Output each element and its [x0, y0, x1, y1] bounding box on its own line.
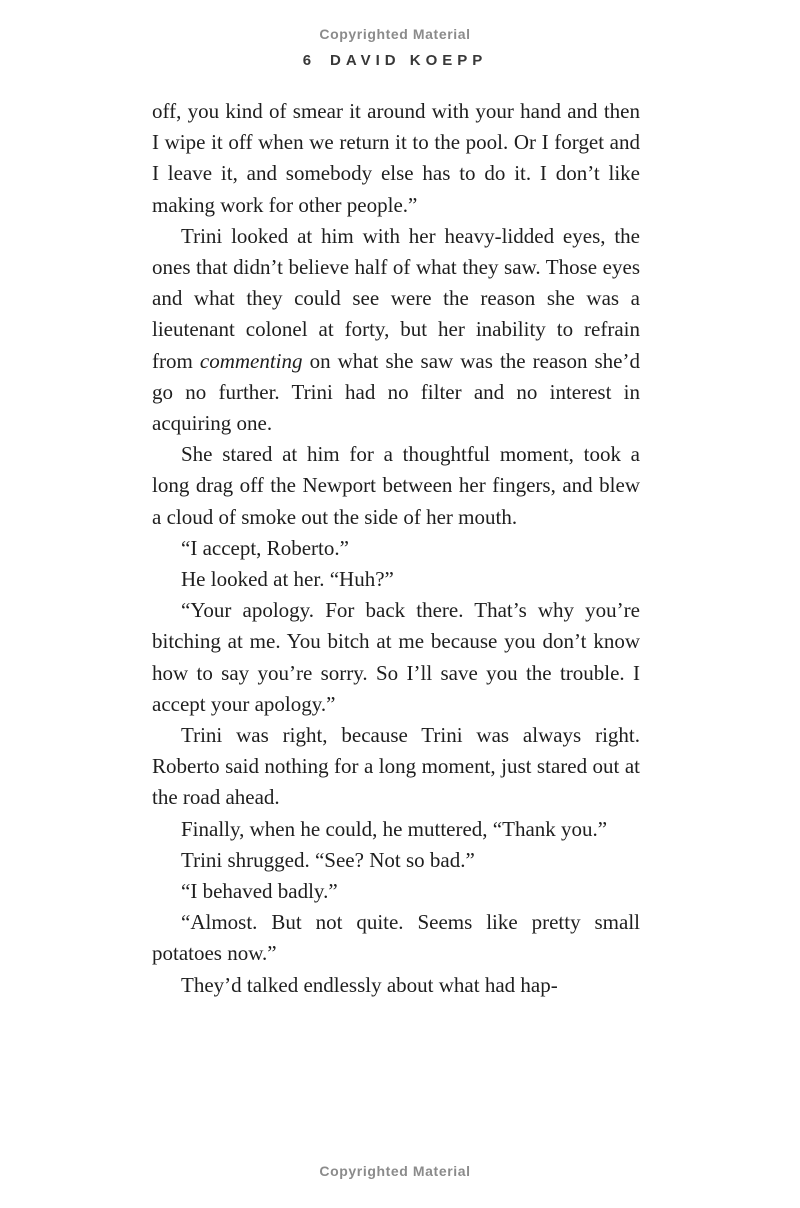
- paragraph: [152, 533, 640, 564]
- running-head: [0, 52, 790, 69]
- paragraph: [152, 595, 640, 720]
- paragraph: [152, 814, 640, 845]
- paragraph: [152, 845, 640, 876]
- bottom-copyright-notice: Copyrighted Material: [319, 1163, 471, 1179]
- text-segment: off, you kind of smear it around with your hand and then I wipe it off when we return it to the pool. Or I forget and I leave it, and somebody else has to do it. I don’t like making work for other people.”: [152, 99, 640, 217]
- text-segment: Trini looked at him with her heavy-lidded eyes, the ones that didn’t believe half of what they saw. Those eyes and what they could see were the reason she was a lieutenant colonel at forty, but her inability to refrain from: [152, 223, 640, 373]
- page-number: 6: [302, 52, 317, 69]
- text-segment: “Almost. But not quite. Seems like pretty small potatoes now.”: [152, 910, 640, 966]
- italic-text: commenting: [199, 348, 303, 373]
- text-segment: Finally, when he could, he muttered, “Thank you.”: [181, 816, 608, 841]
- body-text: [152, 96, 640, 1001]
- paragraph: [152, 970, 640, 1001]
- text-segment: “I behaved badly.”: [181, 879, 338, 904]
- text-segment: Trini was right, because Trini was always right. Roberto said nothing for a long moment, just stared out at the road ahead.: [152, 723, 640, 810]
- paragraph: [152, 96, 640, 221]
- text-segment: They’d talked endlessly about what had hap-: [181, 972, 558, 997]
- text-segment: She stared at him for a thoughtful moment, took a long drag off the Newport between her fingers, and blew a cloud of smoke out the side of her mouth.: [152, 442, 640, 529]
- paragraph: [152, 876, 640, 907]
- running-head-author: DAVID KOEPP: [330, 52, 488, 69]
- text-segment: on what she saw was the reason she’d go no further. Trini had no filter and no interest in acquiring one.: [152, 348, 640, 436]
- paragraph: [152, 564, 640, 595]
- text-segment: He looked at her. “Huh?”: [181, 567, 394, 592]
- paragraph: [152, 439, 640, 533]
- paragraph: [152, 907, 640, 969]
- top-copyright-notice: Copyrighted Material: [319, 26, 471, 42]
- text-segment: “I accept, Roberto.”: [181, 535, 349, 560]
- paragraph: [152, 221, 640, 439]
- paragraph: [152, 720, 640, 814]
- text-segment: “Your apology. For back there. That’s why you’re bitching at me. You bitch at me because you don’t know how to say you’re sorry. So I’ll save you the trouble. I accept your apology.”: [152, 598, 640, 716]
- text-segment: Trini shrugged. “See? Not so bad.”: [181, 847, 475, 872]
